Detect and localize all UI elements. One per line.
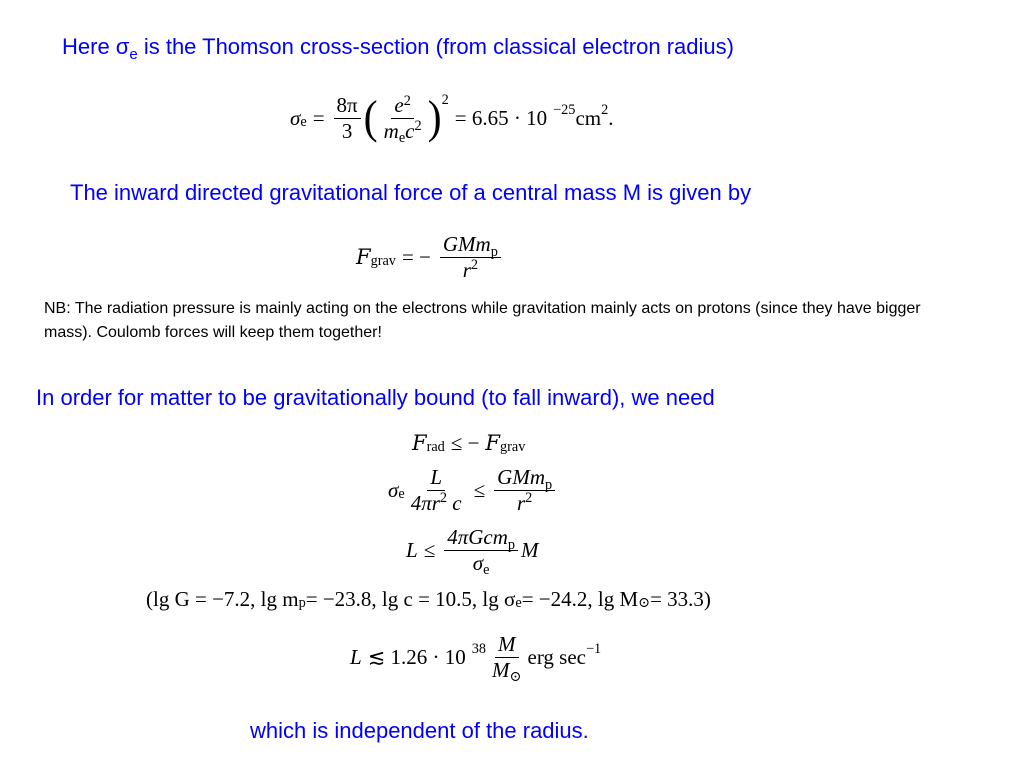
eq1-inner-den xyxy=(381,117,425,147)
eq3-l2-rden xyxy=(514,491,535,515)
eq1-outer-sup: 2 xyxy=(441,92,449,109)
eq1-equals: = xyxy=(312,105,325,130)
eq1-inner-den-c: c xyxy=(405,118,415,143)
eq2-lhs: F xyxy=(356,245,371,269)
eq3-l4-b: = −23.8, lg c = 10.5, lg σ xyxy=(305,586,516,611)
eq3-l1-rhs-sub: grav xyxy=(500,439,526,456)
thomson-intro-text xyxy=(62,34,734,64)
thomson-intro-pre: Here xyxy=(62,34,116,59)
eq3-l3-den xyxy=(470,550,493,579)
eq3-l5-unit: erg sec xyxy=(527,644,586,669)
eq1-value-exp: −25 xyxy=(553,101,576,118)
eq2-den-sup: 2 xyxy=(470,256,479,273)
bound-intro-text: In order for matter to be gravitationally bound (to fall inward), we need xyxy=(36,385,715,410)
eq2-equals: = − xyxy=(401,244,431,269)
eq1-inner-fraction xyxy=(381,92,425,147)
eq2-num-sub: p xyxy=(490,244,498,261)
eq1-value: = 6.65 · 10 xyxy=(454,105,548,130)
eq1-end: . xyxy=(608,105,614,130)
gravity-equation xyxy=(356,228,504,286)
eq3-l3-den-text: σ xyxy=(472,550,484,575)
eq1-fraction xyxy=(334,93,361,142)
eq3-l5-unit-sup: −1 xyxy=(586,640,602,657)
eq1-lhs: σ xyxy=(290,105,301,130)
bound-eq-result xyxy=(350,628,601,686)
bound-eq-line3 xyxy=(406,522,539,578)
eq1-inner-den-sub: e xyxy=(398,130,406,147)
eq3-l2-rnum xyxy=(494,465,555,494)
eq3-l2-sigma-sub: e xyxy=(398,486,405,503)
sigma-subscript: e xyxy=(129,46,138,64)
eq3-l5-den-text: M xyxy=(492,657,510,682)
eq3-l3-tail: M xyxy=(521,537,539,562)
bound-eq-constants xyxy=(146,583,711,615)
eq3-l4-a: (lg G = −7.2, lg m xyxy=(146,586,299,611)
eq3-l2-frac-right xyxy=(494,465,555,514)
bound-eq-line2 xyxy=(388,462,558,518)
eq1-inner-num xyxy=(391,93,413,118)
bound-eq-line1 xyxy=(412,428,525,458)
eq3-l2-rnum-text: GMm xyxy=(497,465,545,490)
eq1-unit-sup: 2 xyxy=(601,101,609,118)
eq2-lhs-sub: grav xyxy=(370,253,396,270)
eq3-l5-lhs: L xyxy=(350,644,362,669)
eq2-den xyxy=(460,258,481,282)
eq3-l2-rden-sup: 2 xyxy=(525,489,533,506)
eq3-l5-den-sub: ⊙ xyxy=(509,669,522,686)
eq3-l4-sub3: ⊙ xyxy=(638,595,651,612)
eq3-l3-op: ≤ xyxy=(423,537,436,562)
eq2-fraction xyxy=(440,232,501,281)
eq3-l4-d: = 33.3) xyxy=(650,586,711,611)
eq3-l5-frac xyxy=(489,632,524,686)
eq3-l4-sub1: p xyxy=(298,595,306,612)
eq3-l3-num-text: 4πGcm xyxy=(447,525,508,550)
eq3-l2-den xyxy=(408,491,465,515)
eq3-l3-num xyxy=(444,525,518,554)
eq3-l3-frac xyxy=(444,525,518,579)
sigma-symbol: σ xyxy=(115,34,130,59)
conclusion-text: which is independent of the radius. xyxy=(250,718,589,743)
eq2-num xyxy=(440,232,501,261)
eq3-l5-den xyxy=(489,657,524,686)
thomson-intro-post: is the Thomson cross-section (from classical electron radius) xyxy=(137,34,734,59)
eq1-lhs-sub: e xyxy=(300,114,307,131)
eq1-inner-den-m: m xyxy=(383,118,399,143)
eq3-l3-lhs: L xyxy=(406,537,418,562)
eq3-l2-den-c: c xyxy=(447,490,462,515)
eq3-l1-op: ≤ − xyxy=(450,430,480,455)
eq1-frac-num: 8π xyxy=(334,93,361,118)
eq3-l1-lhs-sub: rad xyxy=(426,439,445,456)
eq1-inner-num-e: e xyxy=(394,93,404,118)
thomson-equation xyxy=(290,88,613,148)
nb-note: NB: The radiation pressure is mainly acting on the electrons while gravitation mainly acts on protons (since they have bigger mass). Coulomb forces will keep them together! xyxy=(44,300,921,341)
gravity-intro-text: The inward directed gravitational force of a central mass M is given by xyxy=(70,180,752,205)
eq3-l2-frac-left xyxy=(408,465,465,514)
eq2-den-text: r xyxy=(462,257,471,282)
eq2-num-text: GMm xyxy=(442,232,491,257)
eq1-right-paren: ) xyxy=(427,92,442,144)
eq1-inner-num-sup: 2 xyxy=(403,92,411,109)
eq1-unit: cm xyxy=(575,105,602,130)
eq3-l4-sub2: e xyxy=(515,595,522,612)
eq3-l2-op: ≤ xyxy=(473,477,486,502)
eq3-l1-lhs: F xyxy=(412,431,427,455)
eq1-frac-den: 3 xyxy=(341,118,353,143)
eq1-left-paren: ( xyxy=(363,92,378,144)
eq1-inner-den-sup: 2 xyxy=(414,117,422,134)
eq3-l2-den-text: 4πr xyxy=(410,490,440,515)
eq3-l2-rden-text: r xyxy=(516,490,526,515)
eq3-l3-num-sub: p xyxy=(507,537,516,554)
eq3-l4-c: = −24.2, lg M xyxy=(521,586,639,611)
eq3-l2-rnum-sub: p xyxy=(544,477,553,494)
eq3-l2-den-sup: 2 xyxy=(439,489,448,506)
eq3-l2-sigma: σ xyxy=(388,477,399,502)
eq3-l2-num: L xyxy=(427,465,445,490)
eq3-l3-den-sub: e xyxy=(483,562,490,579)
eq3-l5-exp: 38 xyxy=(471,640,487,657)
eq3-l5-op: ≲ 1.26 · 10 xyxy=(367,644,466,669)
eq3-l1-rhs: F xyxy=(485,431,500,455)
eq3-l5-num: M xyxy=(495,632,519,657)
